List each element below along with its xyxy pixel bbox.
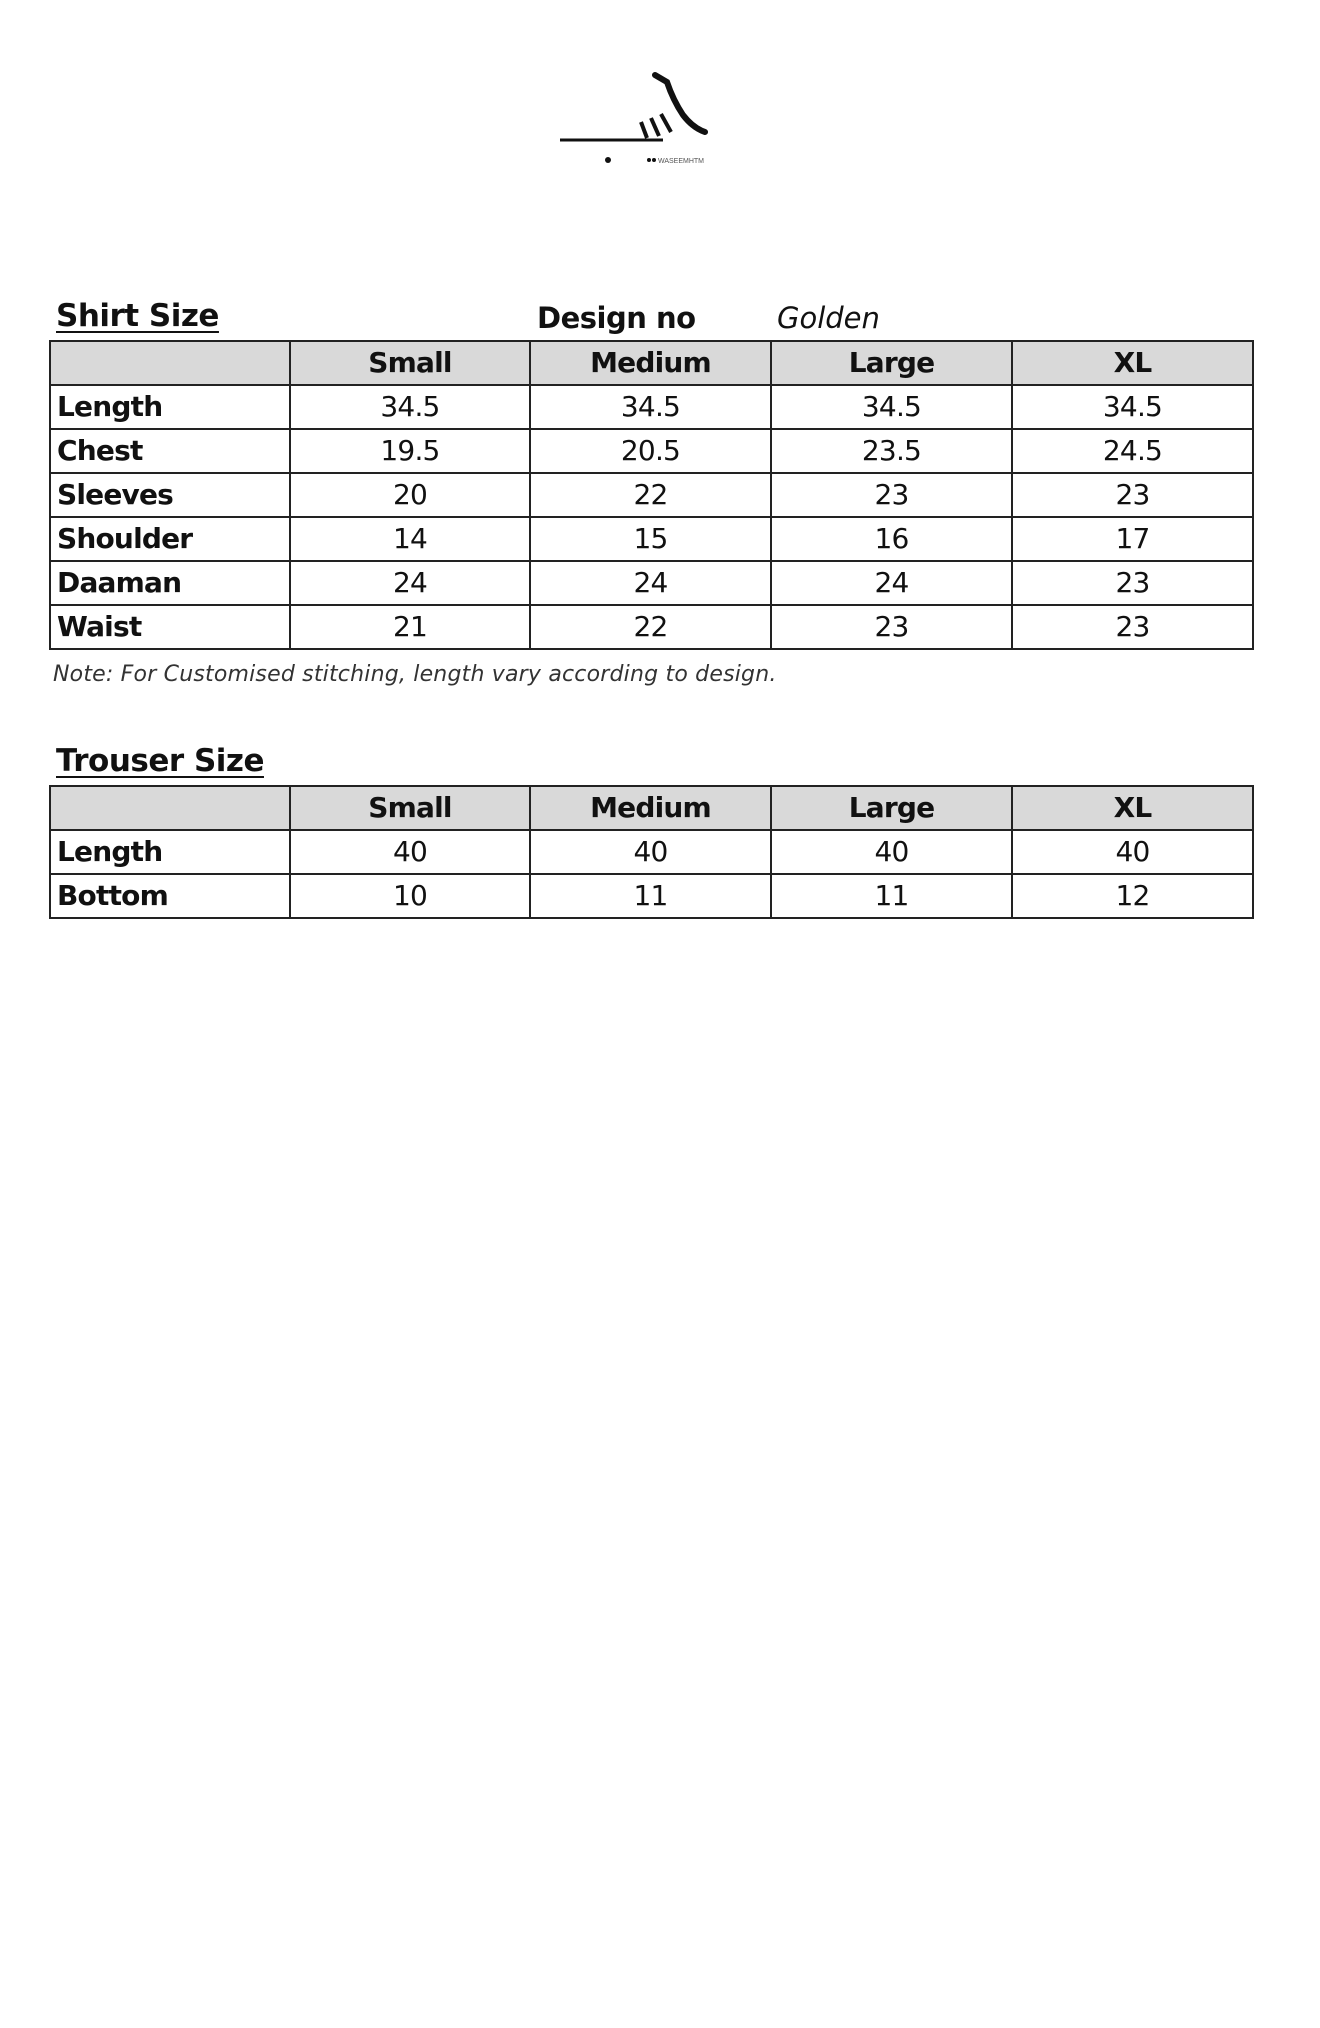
trouser-size-title: Trouser Size <box>56 743 264 779</box>
row-label: Sleeves <box>50 473 290 517</box>
table-cell: 23 <box>1012 605 1253 649</box>
table-cell: 20.5 <box>530 429 771 473</box>
table-cell: 14 <box>290 517 530 561</box>
table-cell: 11 <box>771 874 1012 918</box>
header-cell: Large <box>771 341 1012 385</box>
table-row <box>50 517 1253 561</box>
table-header-row <box>50 786 1253 830</box>
header-cell: Small <box>290 786 530 830</box>
row-label: Waist <box>50 605 290 649</box>
table-cell: 15 <box>530 517 771 561</box>
header-cell: XL <box>1012 341 1253 385</box>
table-cell: 23 <box>1012 473 1253 517</box>
header-cell: Large <box>771 786 1012 830</box>
table-row <box>50 874 1253 918</box>
table-cell: 17 <box>1012 517 1253 561</box>
table-cell: 34.5 <box>771 385 1012 429</box>
header-cell: Small <box>290 341 530 385</box>
table-cell: 40 <box>1012 830 1253 874</box>
table-cell: 40 <box>290 830 530 874</box>
shirt-size-table <box>49 340 1254 650</box>
table-cell: 19.5 <box>290 429 530 473</box>
header-cell <box>50 341 290 385</box>
table-cell: 34.5 <box>1012 385 1253 429</box>
table-cell: 23 <box>1012 561 1253 605</box>
design-no-label: Design no <box>537 301 696 335</box>
table-cell: 23 <box>771 605 1012 649</box>
table-cell: 21 <box>290 605 530 649</box>
header-cell: Medium <box>530 786 771 830</box>
table-row <box>50 473 1253 517</box>
header-cell: Medium <box>530 341 771 385</box>
row-label: Length <box>50 830 290 874</box>
table-row <box>50 429 1253 473</box>
header-cell: XL <box>1012 786 1253 830</box>
row-label: Shoulder <box>50 517 290 561</box>
table-cell: 40 <box>771 830 1012 874</box>
row-label: Chest <box>50 429 290 473</box>
table-cell: 20 <box>290 473 530 517</box>
table-cell: 24 <box>290 561 530 605</box>
header-cell <box>50 786 290 830</box>
table-cell: 24.5 <box>1012 429 1253 473</box>
table-cell: 34.5 <box>290 385 530 429</box>
table-cell: 22 <box>530 473 771 517</box>
table-cell: 24 <box>530 561 771 605</box>
table-cell: 23.5 <box>771 429 1012 473</box>
table-row <box>50 830 1253 874</box>
row-label: Daaman <box>50 561 290 605</box>
table-cell: 16 <box>771 517 1012 561</box>
table-cell: 11 <box>530 874 771 918</box>
table-row <box>50 561 1253 605</box>
table-cell: 34.5 <box>530 385 771 429</box>
table-cell: 22 <box>530 605 771 649</box>
shirt-size-title: Shirt Size <box>56 298 219 334</box>
design-no-value: Golden <box>777 301 880 335</box>
row-label: Bottom <box>50 874 290 918</box>
table-cell: 10 <box>290 874 530 918</box>
logo-wordmark: WASEEMHTM <box>658 158 705 165</box>
table-header-row <box>50 341 1253 385</box>
stitching-note: Note: For Customised stitching, length vary according to design. <box>53 662 777 687</box>
table-cell: 40 <box>530 830 771 874</box>
brand-logo <box>555 70 745 170</box>
table-cell: 12 <box>1012 874 1253 918</box>
table-row <box>50 605 1253 649</box>
trouser-size-table <box>49 785 1254 919</box>
table-cell: 23 <box>771 473 1012 517</box>
table-row <box>50 385 1253 429</box>
row-label: Length <box>50 385 290 429</box>
table-cell: 24 <box>771 561 1012 605</box>
